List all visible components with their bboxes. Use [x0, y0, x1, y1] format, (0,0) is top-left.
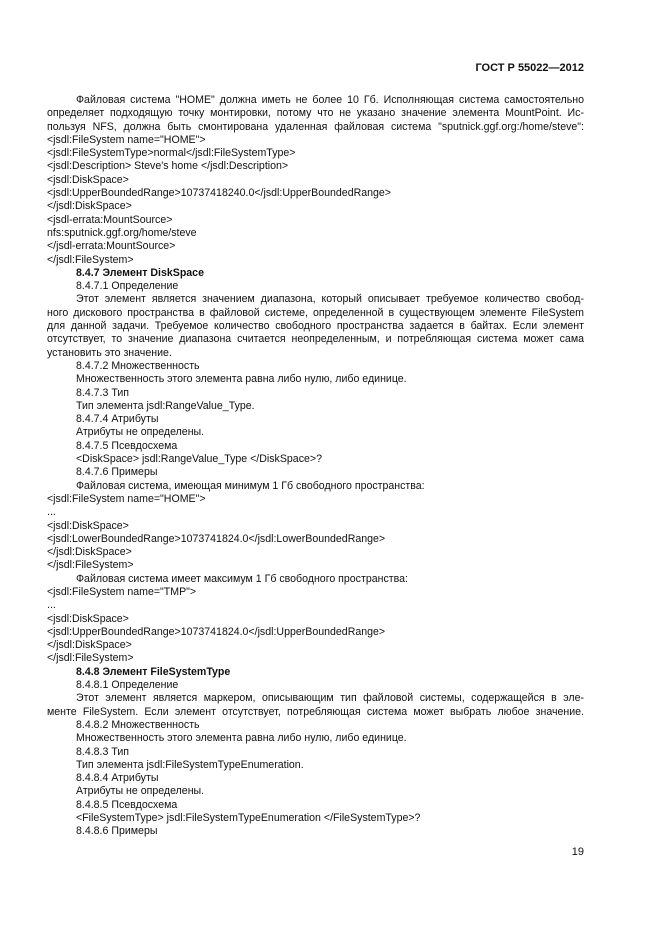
text-line: </jsdl:DiskSpace> [47, 546, 132, 559]
page-number: 19 [571, 846, 584, 858]
text-line: </jsdl:FileSystem> [47, 253, 134, 266]
text-line: ... [47, 599, 56, 612]
text-line: 8.4.8.3 Тип [76, 745, 129, 758]
text-line: Атрибуты не определены. [76, 785, 205, 798]
text-line: <jsdl:LowerBoundedRange>1073741824.0</jsdl:LowerBoundedRange> [47, 532, 386, 545]
text-line: 8.4.7.2 Множественность [76, 359, 200, 372]
text-line: Множественность этого элемента равна либо нулю, либо единице. [76, 373, 407, 386]
text-line: 8.4.7.1 Определение [76, 280, 179, 293]
text-line: <jsdl:FileSystemType>normal</jsdl:FileSystemType> [47, 147, 296, 160]
text-line: 8.4.7.6 Примеры [76, 466, 158, 479]
text-line: 8.4.8.5 Псевдосхема [76, 798, 178, 811]
text-line: <jsdl:DiskSpace> [47, 519, 129, 532]
text-line: <jsdl-errata:MountSource> [47, 213, 173, 226]
text-line: отсутствует, то значение диапазона считается неопределенным, и потребляющая система может сама [47, 333, 584, 346]
text-line: </jsdl-errata:MountSource> [47, 240, 176, 253]
text-line: 8.4.8.4 Атрибуты [76, 772, 159, 785]
text-line: </jsdl:FileSystem> [47, 559, 134, 572]
text-line: для данной задачи. Требуемое количество свободного пространства задается в байтах. Если элемент [47, 320, 584, 333]
text-line: 8.4.8.1 Определение [76, 679, 179, 692]
text-line: пользуя NFS, должна быть смонтирована удаленная файловая система "sputnick.ggf.org:/home/steve": [47, 120, 584, 133]
section-heading: 8.4.7 Элемент DiskSpace [76, 266, 204, 279]
text-line: определяет подходящую точку монтировки, потому что не указано значение элемента MountPoint. Ис- [47, 107, 584, 120]
text-line: Файловая система, имеющая минимум 1 Гб свободного пространства: [76, 479, 425, 492]
text-line: ... [47, 506, 56, 519]
text-line: <jsdl:FileSystem name="TMP"> [47, 585, 197, 598]
text-line: <jsdl:UpperBoundedRange>1073741824.0</jsdl:UpperBoundedRange> [47, 625, 386, 638]
text-line: </jsdl:FileSystem> [47, 652, 134, 665]
text-line: 8.4.7.4 Атрибуты [76, 413, 159, 426]
text-line: 8.4.7.3 Тип [76, 386, 129, 399]
text-line: менте FileSystem. Если элемент отсутствует, потребляющая система может выбрать любое значение. [47, 705, 584, 718]
text-line: <jsdl:UpperBoundedRange>10737418240.0</jsdl:UpperBoundedRange> [47, 187, 391, 200]
text-line: Этот элемент является маркером, описывающим тип файловой системы, содержащейся в эле- [76, 692, 584, 705]
text-line: 8.4.7.5 Псевдосхема [76, 439, 178, 452]
document-body [47, 94, 584, 839]
text-line: Этот элемент является значением диапазона, который описывает требуемое количество свобод- [76, 293, 584, 306]
text-line: Тип элемента jsdl:RangeValue_Type. [76, 399, 255, 412]
text-line: <FileSystemType> jsdl:FileSystemTypeEnumeration </FileSystemType>? [76, 812, 421, 825]
text-line: <jsdl:FileSystem name="HOME"> [47, 492, 206, 505]
text-line: <jsdl:DiskSpace> [47, 173, 129, 186]
text-line: установить это значение. [47, 346, 172, 359]
text-line: Множественность этого элемента равна либо нулю, либо единице. [76, 732, 407, 745]
text-line: <jsdl:DiskSpace> [47, 612, 129, 625]
text-line: Тип элемента jsdl:FileSystemTypeEnumeration. [76, 758, 304, 771]
text-line: Атрибуты не определены. [76, 426, 205, 439]
document-standard-header: ГОСТ Р 55022—2012 [475, 62, 584, 74]
text-line: ного дискового пространства в файловой системе, определенной в существующем элементе FileSystem [47, 306, 584, 319]
text-line: <jsdl:Description> Steve's home </jsdl:Description> [47, 160, 289, 173]
text-line: <DiskSpace> jsdl:RangeValue_Type </DiskSpace>? [76, 453, 322, 466]
text-line: Файловая система "HOME" должна иметь не более 10 Гб. Исполняющая система самостоятельно [76, 94, 584, 106]
text-line: 8.4.8.6 Примеры [76, 825, 158, 838]
text-line: <jsdl:FileSystem name="HOME"> [47, 133, 206, 146]
text-line: 8.4.8.2 Множественность [76, 718, 200, 731]
text-line: Файловая система имеет максимум 1 Гб свободного пространства: [76, 572, 408, 585]
text-line: </jsdl:DiskSpace> [47, 639, 132, 652]
text-line: </jsdl:DiskSpace> [47, 200, 132, 213]
section-heading: 8.4.8 Элемент FileSystemType [76, 665, 231, 678]
text-line: nfs:sputnick.ggf.org/home/steve [47, 226, 197, 239]
